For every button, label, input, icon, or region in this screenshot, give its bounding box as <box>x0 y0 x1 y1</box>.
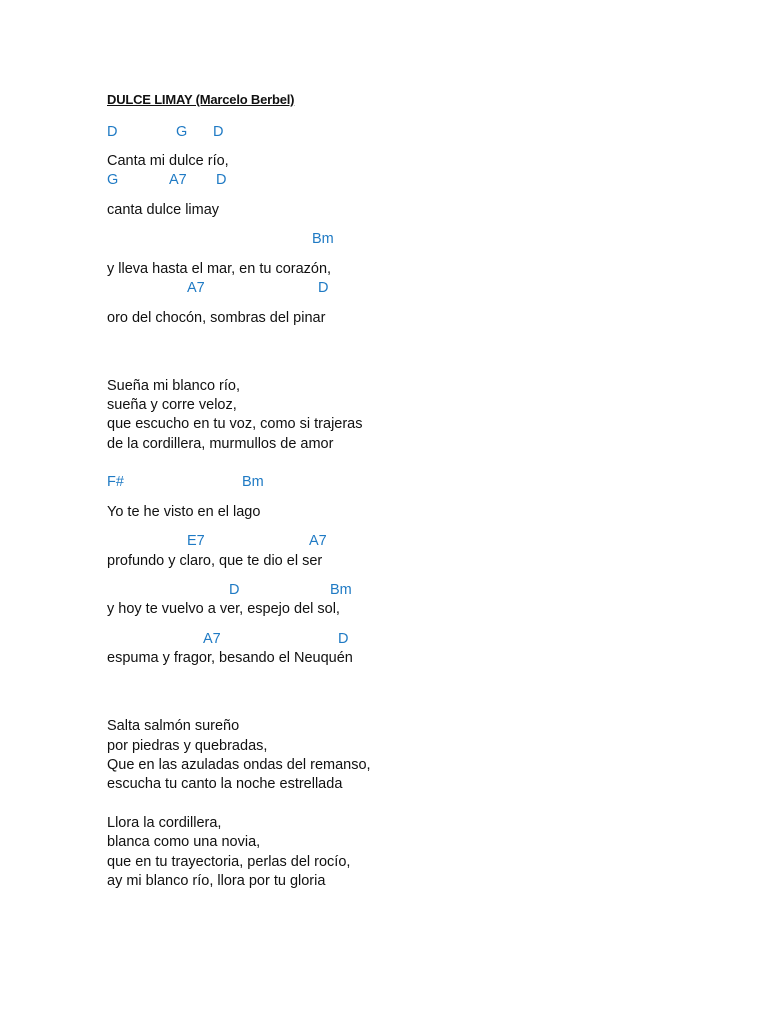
lyric-line: sueña y corre veloz, <box>107 397 237 413</box>
lyric-line: ay mi blanco río, llora por tu gloria <box>107 873 326 889</box>
chord: A7 <box>309 533 327 549</box>
chord: F# <box>107 474 124 490</box>
chord: Bm <box>242 474 264 490</box>
lyric-line: que escucho en tu voz, como si trajeras <box>107 416 363 432</box>
lyric-line: Llora la cordillera, <box>107 815 222 831</box>
chord: D <box>338 631 349 647</box>
chord: G <box>107 172 119 188</box>
lyric-line: Que en las azuladas ondas del remanso, <box>107 757 371 773</box>
chord: A7 <box>203 631 221 647</box>
lyric-line: y lleva hasta el mar, en tu corazón, <box>107 261 332 277</box>
chord: D <box>213 124 224 140</box>
chord: D <box>229 582 240 598</box>
chord: D <box>318 280 329 296</box>
chord: E7 <box>187 533 205 549</box>
lyric-line: Yo te he visto en el lago <box>107 504 261 520</box>
chord: D <box>216 172 227 188</box>
chord: G <box>176 124 188 140</box>
lyric-line: escucha tu canto la noche estrellada <box>107 776 343 792</box>
chord: D <box>107 124 118 140</box>
lyric-line: profundo y claro, que te dio el ser <box>107 553 323 569</box>
lyric-line: de la cordillera, murmullos de amor <box>107 436 334 452</box>
chord: Bm <box>312 231 334 247</box>
lyric-line: que en tu trayectoria, perlas del rocío, <box>107 854 351 870</box>
lyric-line: Canta mi dulce río, <box>107 153 229 169</box>
lyric-line: por piedras y quebradas, <box>107 738 268 754</box>
lyric-line: Sueña mi blanco río, <box>107 378 240 394</box>
chord: Bm <box>330 582 352 598</box>
lyric-line: oro del chocón, sombras del pinar <box>107 310 326 326</box>
lyric-line: espuma y fragor, besando el Neuquén <box>107 650 353 666</box>
lyric-line: blanca como una novia, <box>107 834 261 850</box>
lyric-line: y hoy te vuelvo a ver, espejo del sol, <box>107 601 340 617</box>
chord: A7 <box>187 280 205 296</box>
lyric-line: canta dulce limay <box>107 202 220 218</box>
chord: A7 <box>169 172 187 188</box>
song-title: DULCE LIMAY (Marcelo Berbel) <box>107 92 295 107</box>
lyric-line: Salta salmón sureño <box>107 718 240 734</box>
